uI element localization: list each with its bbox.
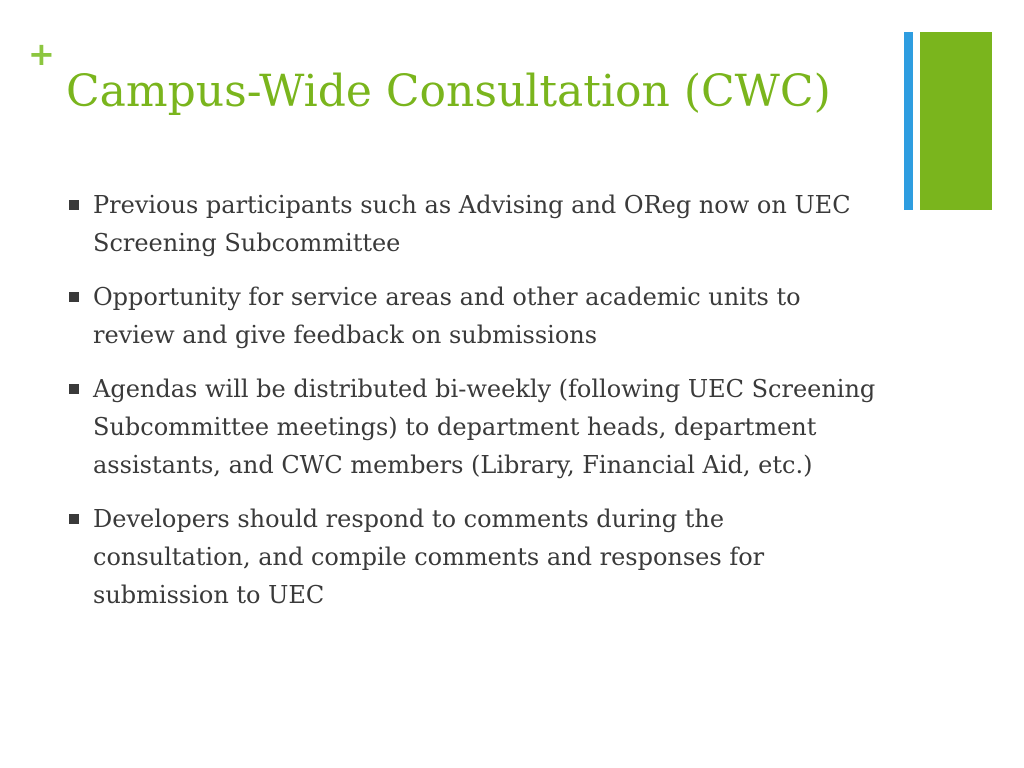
slide-title: Campus-Wide Consultation (CWC) (66, 66, 831, 117)
square-bullet-icon (69, 384, 79, 394)
bullet-item (69, 370, 883, 484)
accent-bar-blue (904, 32, 913, 210)
bullet-list (69, 186, 899, 630)
bullet-text: Previous participants such as Advising and OReg now on UEC Screening Subcommittee (93, 191, 851, 257)
accent-block-green (920, 32, 992, 210)
bullet-text: Agendas will be distributed bi-weekly (following UEC Screening Subcommittee meetings) to department heads, department assistants, and CWC members (Library, Financial Aid, etc.) (93, 375, 876, 479)
square-bullet-icon (69, 514, 79, 524)
bullet-text: Developers should respond to comments during the consultation, and compile comments and responses for submission to UEC (93, 505, 765, 609)
bullet-item (69, 186, 883, 262)
bullet-text: Opportunity for service areas and other academic units to review and give feedback on submissions (93, 283, 801, 349)
square-bullet-icon (69, 292, 79, 302)
plus-icon: + (28, 35, 55, 73)
bullet-item (69, 278, 883, 354)
bullet-item (69, 500, 883, 614)
square-bullet-icon (69, 200, 79, 210)
